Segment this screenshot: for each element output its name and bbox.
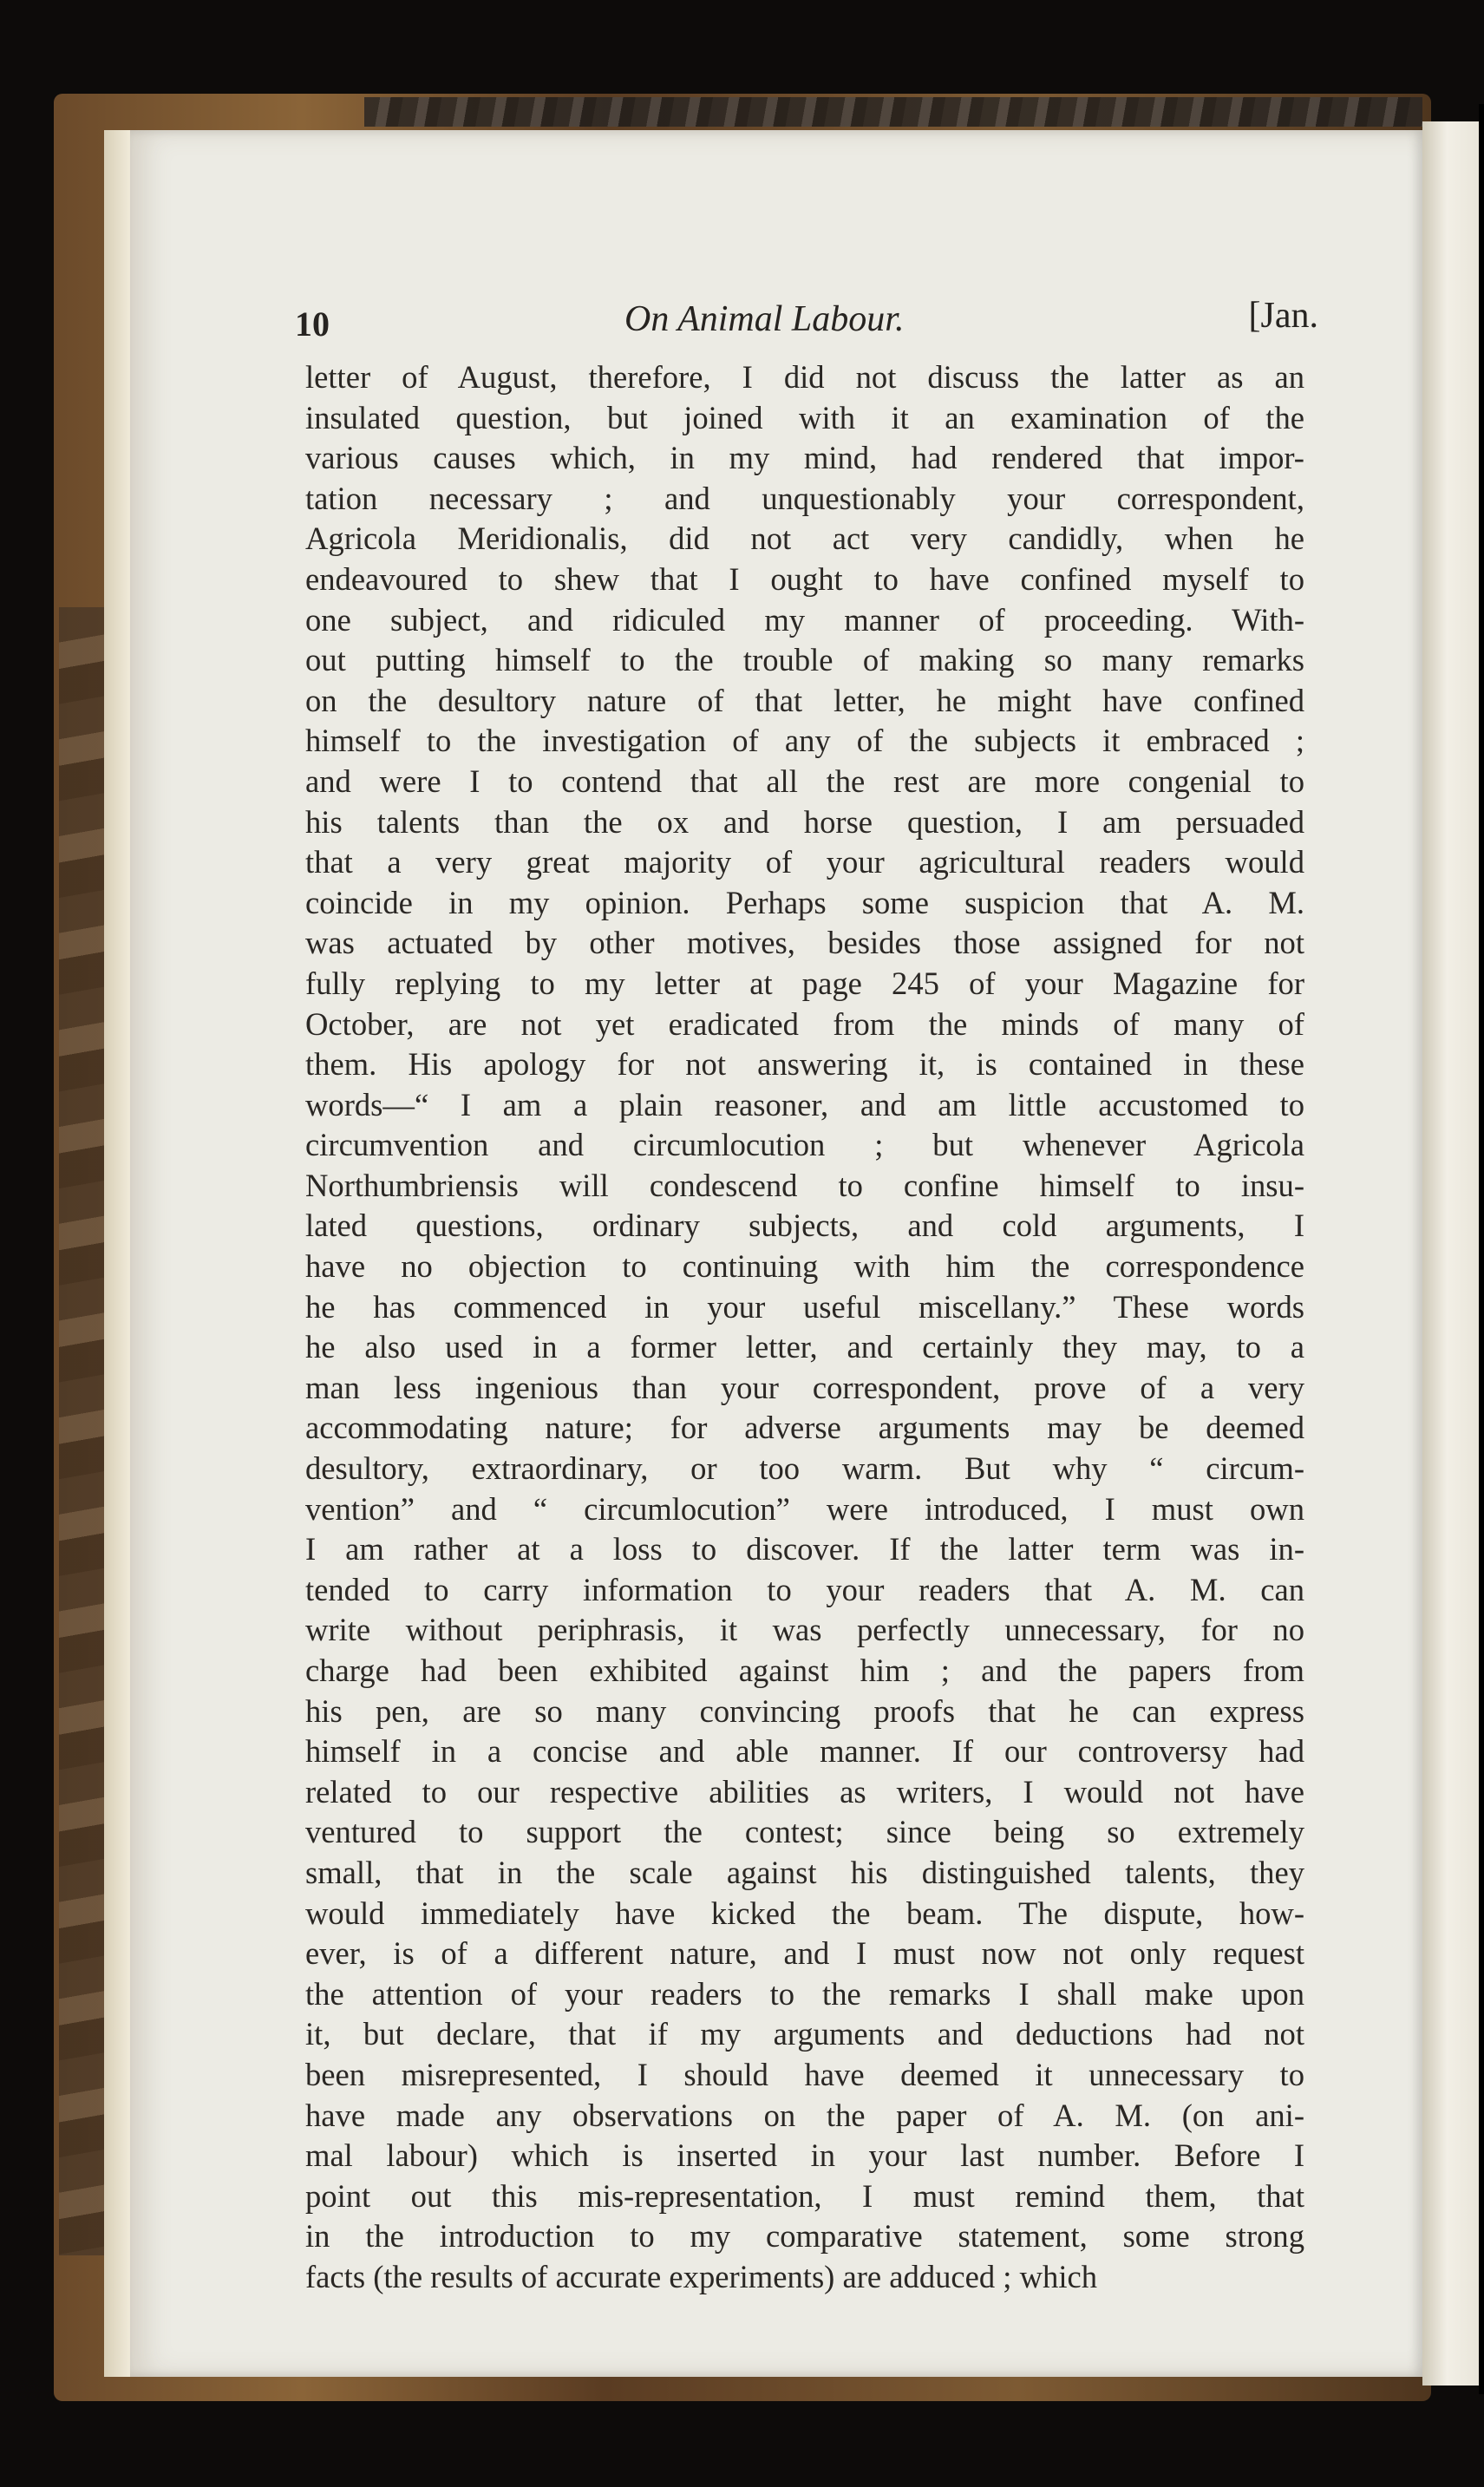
marbled-edge-top bbox=[364, 97, 1422, 127]
background-edge bbox=[1479, 104, 1484, 2394]
text-line: coincide in my opinion. Perhaps some suspicion that A. M. bbox=[305, 884, 1304, 920]
text-line: the attention of your readers to the remarks I shall make upon bbox=[305, 1975, 1304, 2012]
body-text bbox=[305, 357, 1304, 2298]
text-line: facts (the results of accurate experiments) are adduced ; which bbox=[305, 2258, 1098, 2294]
text-line: related to our respective abilities as writers, I would not have bbox=[305, 1773, 1304, 1810]
text-line: tended to carry information to your readers that A. M. can bbox=[305, 1571, 1304, 1607]
text-line: vention” and “ circumlocution” were introduced, I must own bbox=[305, 1490, 1304, 1527]
text-line: tation necessary ; and unquestionably your correspondent, bbox=[305, 480, 1304, 516]
text-line: mal labour) which is inserted in your last number. Before I bbox=[305, 2137, 1304, 2174]
text-line: his pen, are so many convincing proofs that he can express bbox=[305, 1692, 1304, 1729]
text-line: himself to the investigation of any of the subjects it embraced ; bbox=[305, 723, 1304, 759]
marbled-edge-left bbox=[59, 607, 108, 2255]
text-line: insulated question, but joined with it an examination of the bbox=[305, 399, 1304, 435]
text-line: would immediately have kicked the beam. The dispute, how- bbox=[305, 1895, 1304, 1931]
text-line: have made any observations on the paper of A. M. (on ani- bbox=[305, 2097, 1304, 2133]
text-line: and were I to contend that all the rest are more congenial to bbox=[305, 762, 1304, 799]
text-line: it, but declare, that if my arguments and deductions had not bbox=[305, 2016, 1304, 2052]
text-line: circumvention and circumlocution ; but whenever Agricola bbox=[305, 1127, 1304, 1163]
facing-page-edge bbox=[1422, 121, 1484, 2386]
text-line: been misrepresented, I should have deemed it unnecessary to bbox=[305, 2056, 1304, 2092]
text-line: point out this mis-representation, I must remind them, that bbox=[305, 2177, 1304, 2214]
text-line: letter of August, therefore, I did not discuss the latter as an bbox=[305, 359, 1304, 395]
text-line: fully replying to my letter at page 245 of your Magazine for bbox=[305, 965, 1304, 1001]
page-number: 10 bbox=[295, 304, 330, 344]
running-title: On Animal Labour. bbox=[624, 299, 905, 339]
text-line: endeavoured to shew that I ought to have confined myself to bbox=[305, 560, 1304, 597]
text-line: was actuated by other motives, besides those assigned for not bbox=[305, 925, 1304, 961]
text-line: small, that in the scale against his distinguished talents, they bbox=[305, 1854, 1304, 1890]
text-line: in the introduction to my comparative statement, some strong bbox=[305, 2218, 1304, 2255]
text-line: himself in a concise and able manner. If our controversy had bbox=[305, 1733, 1304, 1770]
running-date: [Jan. bbox=[1248, 296, 1318, 336]
text-line: that a very great majority of your agricultural readers would bbox=[305, 844, 1304, 880]
text-line: on the desultory nature of that letter, he might have confined bbox=[305, 682, 1304, 718]
text-line: I am rather at a loss to discover. If the latter term was in- bbox=[305, 1531, 1304, 1567]
text-line: his talents than the ox and horse question, I am persuaded bbox=[305, 803, 1304, 840]
text-line: out putting himself to the trouble of making so many remarks bbox=[305, 642, 1304, 678]
text-line: man less ingenious than your correspondent, prove of a very bbox=[305, 1369, 1304, 1405]
page-header bbox=[295, 295, 1318, 347]
text-line: he has commenced in your useful miscellany.” These words bbox=[305, 1288, 1304, 1325]
text-line: them. His apology for not answering it, is contained in these bbox=[305, 1046, 1304, 1083]
text-line: have no objection to continuing with him the correspondence bbox=[305, 1248, 1304, 1285]
text-line: Agricola Meridionalis, did not act very candidly, when he bbox=[305, 520, 1304, 557]
text-line: write without periphrasis, it was perfectly unnecessary, for no bbox=[305, 1612, 1304, 1648]
text-line: desultory, extraordinary, or too warm. But why “ circum- bbox=[305, 1450, 1304, 1487]
text-line: various causes which, in my mind, had rendered that impor- bbox=[305, 440, 1304, 476]
text-line: Northumbriensis will condescend to confine himself to insu- bbox=[305, 1167, 1304, 1203]
text-line: October, are not yet eradicated from the minds of many of bbox=[305, 1005, 1304, 1042]
text-line: he also used in a former letter, and certainly they may, to a bbox=[305, 1329, 1304, 1365]
text-line: accommodating nature; for adverse arguments may be deemed bbox=[305, 1410, 1304, 1446]
text-line: one subject, and ridiculed my manner of proceeding. With- bbox=[305, 601, 1304, 638]
text-line: charge had been exhibited against him ; and the papers from bbox=[305, 1653, 1304, 1688]
text-line: ever, is of a different nature, and I must now not only request bbox=[305, 1935, 1304, 1972]
text-line: words—“ I am a plain reasoner, and am little accustomed to bbox=[305, 1086, 1304, 1122]
text-line: ventured to support the contest; since being so extremely bbox=[305, 1814, 1304, 1850]
text-line: lated questions, ordinary subjects, and cold arguments, I bbox=[305, 1208, 1304, 1244]
